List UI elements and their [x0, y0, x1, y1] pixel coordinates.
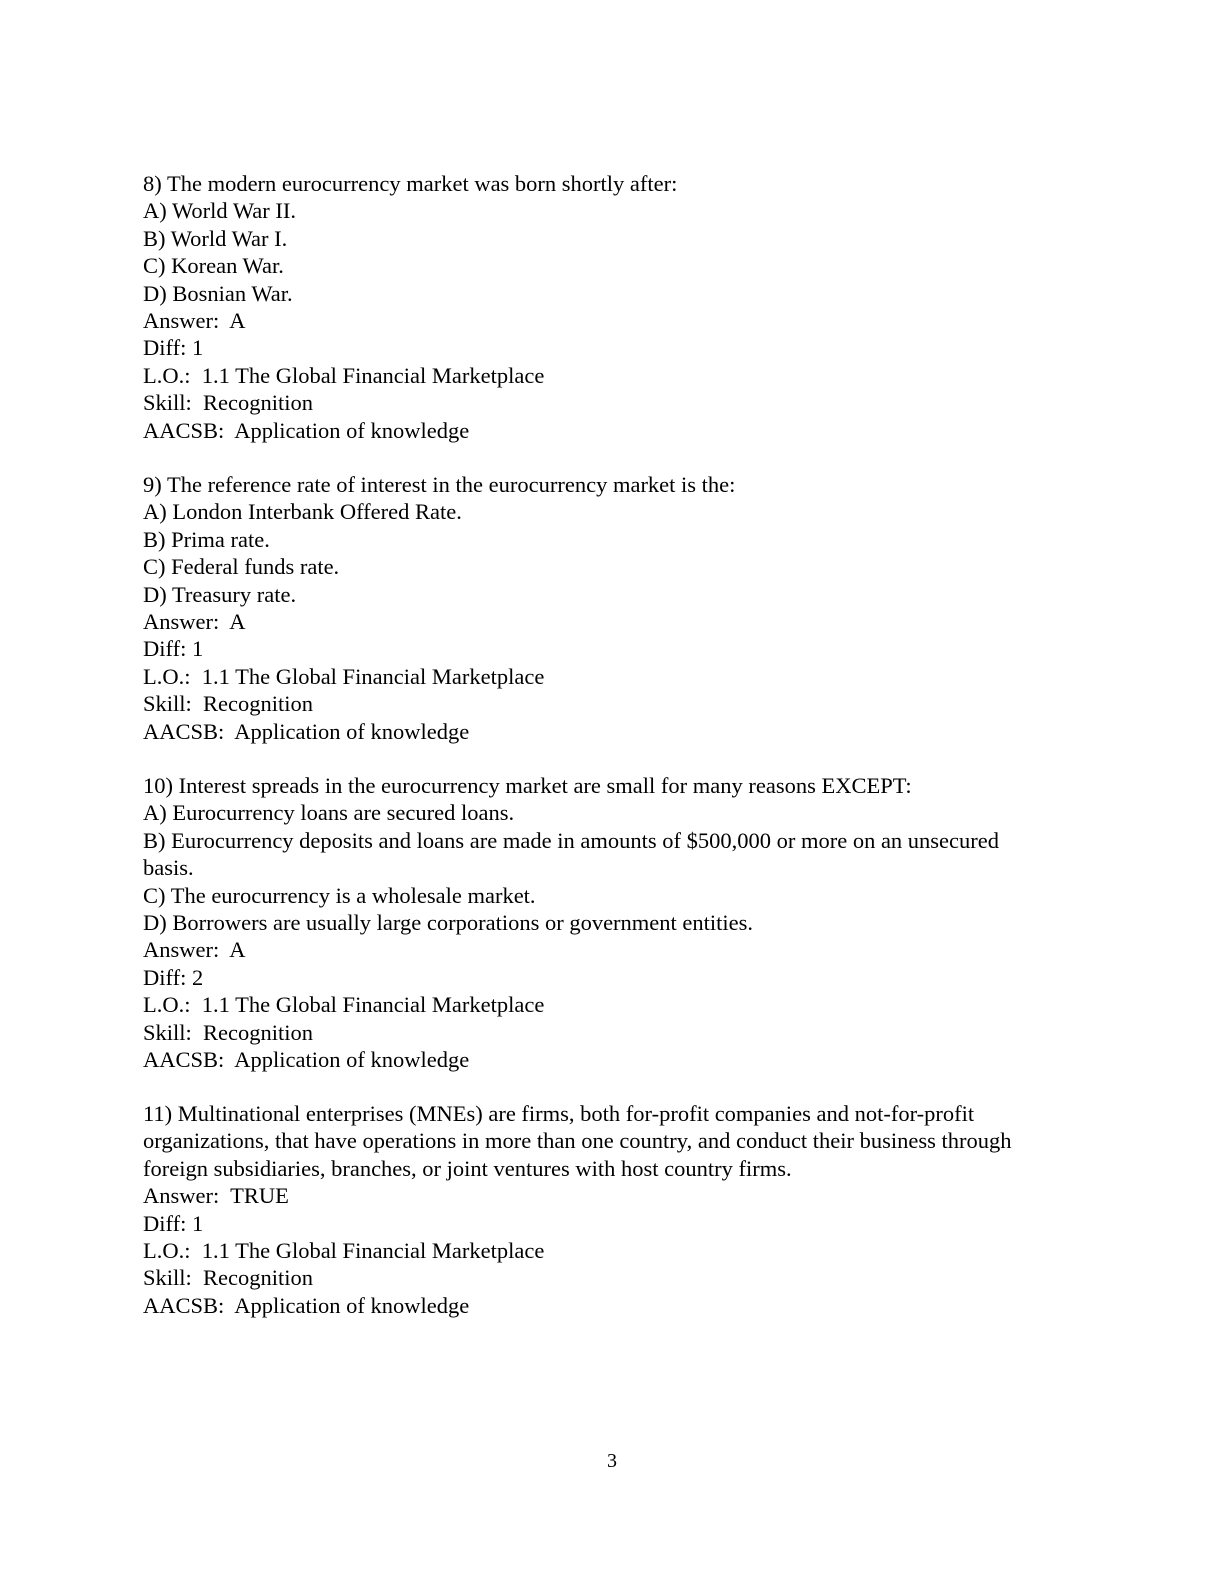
- option-c: C) The eurocurrency is a wholesale market.: [143, 882, 536, 908]
- answer-line: Answer: TRUE: [143, 1183, 289, 1209]
- option-b-continued: basis.: [143, 855, 194, 881]
- answer-line: Answer: A: [143, 609, 246, 635]
- page-number: 3: [607, 1450, 617, 1472]
- skill-line: Skill: Recognition: [143, 1019, 314, 1045]
- answer-line: Answer: A: [143, 937, 246, 963]
- question-stem-line-2: organizations, that have operations in more than one country, and conduct their business through: [143, 1128, 1012, 1154]
- question-stem: 10) Interest spreads in the eurocurrency market are small for many reasons EXCEPT:: [143, 773, 912, 798]
- skill-line: Skill: Recognition: [143, 390, 314, 416]
- learning-objective-line: L.O.: 1.1 The Global Financial Marketplace: [143, 992, 545, 1018]
- aacsb-line: AACSB: Application of knowledge: [143, 417, 470, 443]
- option-c: C) Federal funds rate.: [143, 554, 340, 580]
- question-11: [143, 1100, 1083, 1319]
- question-stem: 9) The reference rate of interest in the eurocurrency market is the:: [143, 472, 736, 497]
- question-9: [143, 471, 1083, 745]
- option-d: D) Treasury rate.: [143, 581, 297, 607]
- difficulty-line: Diff: 1: [143, 636, 204, 662]
- aacsb-line: AACSB: Application of knowledge: [143, 718, 470, 744]
- option-b: B) Eurocurrency deposits and loans are made in amounts of $500,000 or more on an unsecured: [143, 827, 1000, 853]
- question-stem-line-1: 11) Multinational enterprises (MNEs) are firms, both for-profit companies and not-for-profit: [143, 1101, 975, 1126]
- difficulty-line: Diff: 1: [143, 335, 204, 361]
- option-b: B) World War I.: [143, 225, 288, 251]
- option-a: A) London Interbank Offered Rate.: [143, 499, 462, 525]
- difficulty-line: Diff: 1: [143, 1210, 204, 1236]
- option-d: D) Borrowers are usually large corporations or government entities.: [143, 910, 754, 936]
- option-b: B) Prima rate.: [143, 526, 270, 552]
- option-a: A) World War II.: [143, 198, 297, 224]
- question-10: [143, 772, 1083, 1073]
- skill-line: Skill: Recognition: [143, 691, 314, 717]
- aacsb-line: AACSB: Application of knowledge: [143, 1047, 470, 1073]
- answer-line: Answer: A: [143, 308, 246, 334]
- learning-objective-line: L.O.: 1.1 The Global Financial Marketplace: [143, 663, 545, 689]
- difficulty-line: Diff: 2: [143, 964, 204, 990]
- option-c: C) Korean War.: [143, 253, 284, 279]
- option-a: A) Eurocurrency loans are secured loans.: [143, 800, 515, 826]
- aacsb-line: AACSB: Application of knowledge: [143, 1292, 470, 1318]
- question-stem: 8) The modern eurocurrency market was born shortly after:: [143, 171, 678, 196]
- learning-objective-line: L.O.: 1.1 The Global Financial Marketplace: [143, 1238, 545, 1264]
- question-stem-line-3: foreign subsidiaries, branches, or joint ventures with host country firms.: [143, 1155, 792, 1181]
- question-8: [143, 170, 1083, 444]
- option-d: D) Bosnian War.: [143, 280, 293, 306]
- learning-objective-line: L.O.: 1.1 The Global Financial Marketplace: [143, 362, 545, 388]
- skill-line: Skill: Recognition: [143, 1265, 314, 1291]
